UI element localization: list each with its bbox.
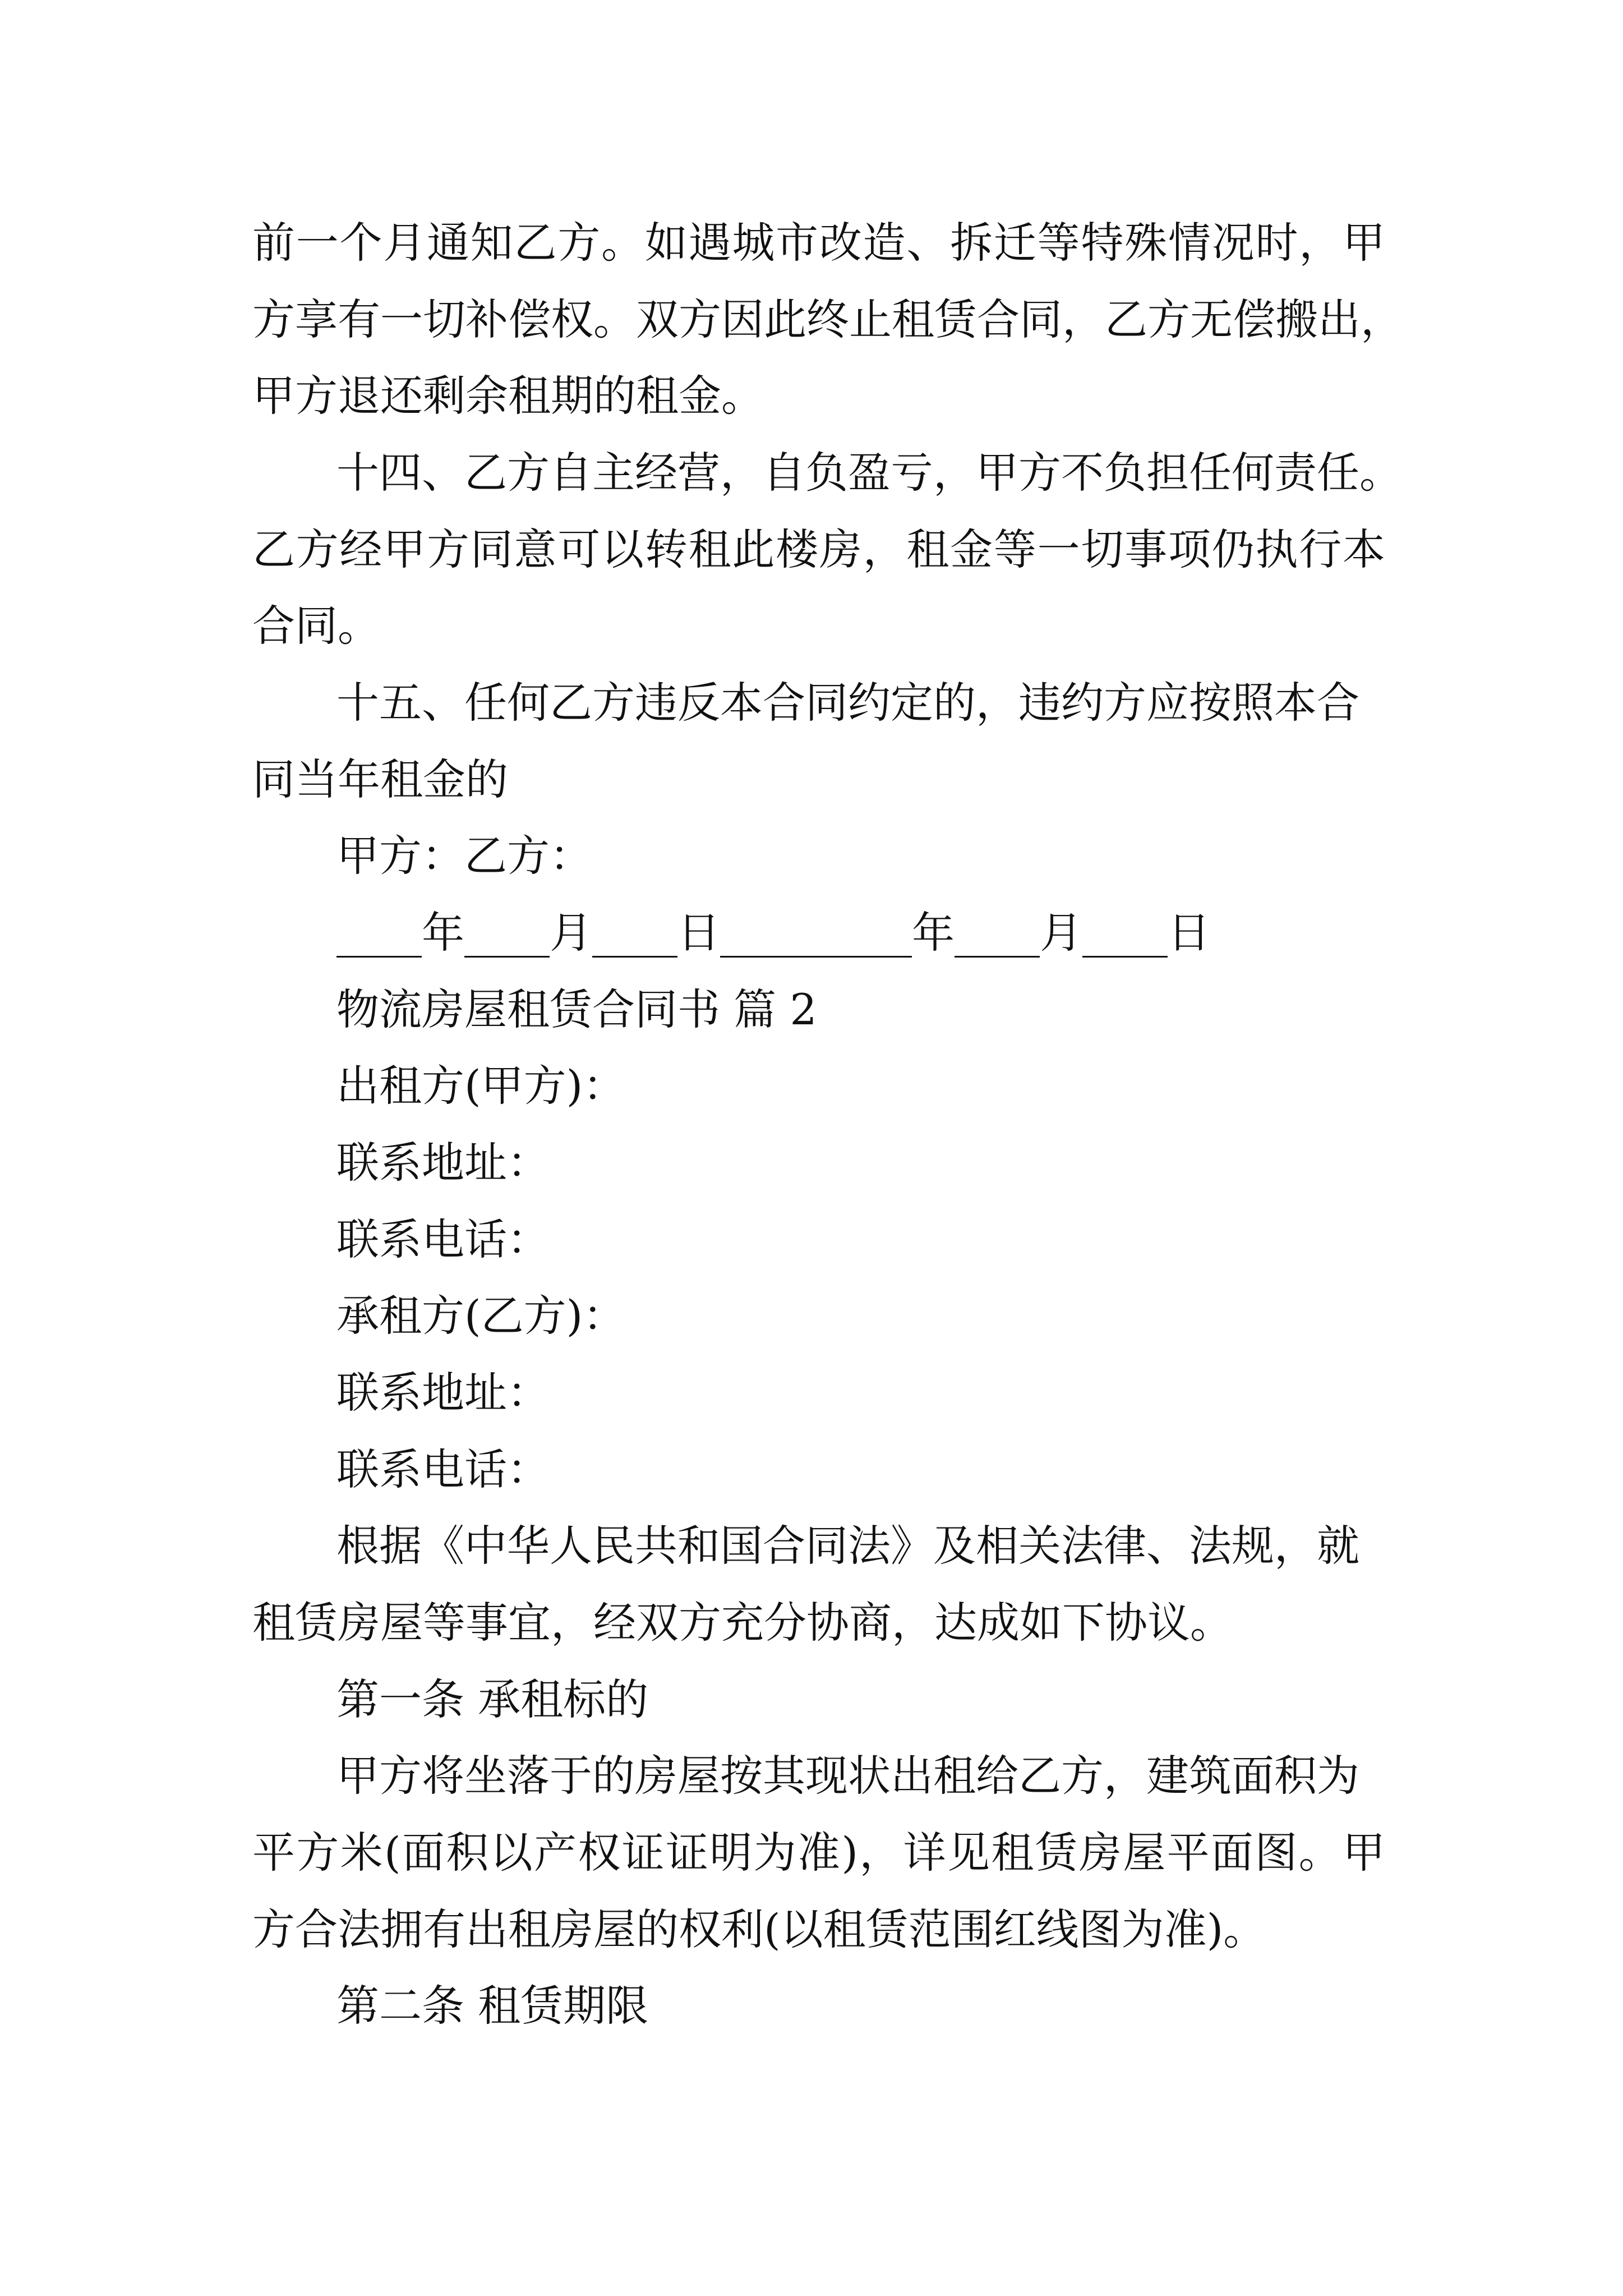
document-line: 联系电话： xyxy=(336,1444,550,1494)
document-line: 方享有一切补偿权。双方因此终止租赁合同，乙方无偿搬出， xyxy=(252,295,1403,344)
document-line: 十四、乙方自主经营，自负盈亏，甲方不负担任何责任。 xyxy=(336,448,1402,498)
document-line: 方合法拥有出租房屋的权利(以租赁范围红线图为准)。 xyxy=(252,1904,1266,1954)
document-line: 出租方(甲方)： xyxy=(336,1061,626,1111)
document-line: 乙方经甲方同意可以转租此楼房，租金等一切事项仍执行本 xyxy=(252,524,1385,574)
document-line: 根据《中华人民共和国合同法》及相关法律、法规，就 xyxy=(336,1521,1359,1571)
document-line: 合同。 xyxy=(252,601,380,651)
document-line: 物流房屋租赁合同书 篇 2 xyxy=(336,984,817,1034)
document-line: 平方米(面积以产权证证明为准)，详见租赁房屋平面图。甲 xyxy=(252,1828,1385,1878)
document-line: 甲方将坐落于的房屋按其现状出租给乙方，建筑面积为 xyxy=(336,1751,1359,1801)
document-line: 甲方：乙方： xyxy=(336,831,592,881)
document-line: 同当年租金的 xyxy=(252,754,508,804)
document-line: 第二条 租赁期限 xyxy=(336,1981,649,2031)
document-line: ____年____月____日_________年____月____日 xyxy=(336,908,1210,958)
document-line: 联系电话： xyxy=(336,1214,550,1264)
document-line: 第一条 承租标的 xyxy=(336,1674,649,1724)
document-line: 甲方退还剩余租期的租金。 xyxy=(252,371,764,421)
document-line: 联系地址： xyxy=(336,1138,550,1188)
document-line: 租赁房屋等事宜，经双方充分协商，达成如下协议。 xyxy=(252,1598,1233,1648)
document-line: 前一个月通知乙方。如遇城市改造、拆迁等特殊情况时，甲 xyxy=(252,218,1385,268)
document-line: 联系地址： xyxy=(336,1368,550,1418)
document-line: 十五、任何乙方违反本合同约定的，违约方应按照本合 xyxy=(336,678,1359,728)
document-line: 承租方(乙方)： xyxy=(336,1291,626,1341)
